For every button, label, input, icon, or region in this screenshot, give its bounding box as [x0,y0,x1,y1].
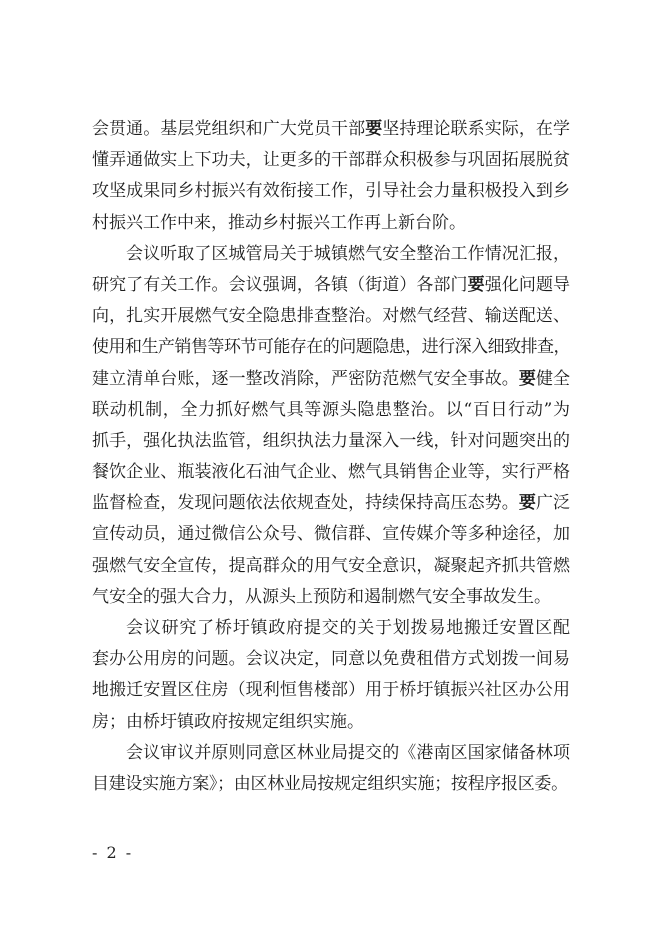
text-segment: 广泛 [535,493,571,514]
text-line: 会议研究了桥圩镇政府提交的关于划拨易地搬迁安置区配 [126,618,570,638]
paragraph-4 [92,738,570,800]
text-line: 房；由桥圩镇政府按规定组织实施。 [92,711,364,732]
text-line: 套办公用房的问题。会议决定，同意以免费租借方式划拨一间易 [92,649,570,670]
text-segment: 研究了有关工作。会议强调，各镇（街道）各部门 [92,274,468,295]
emphasis-text: 要 [467,274,485,295]
text-line [92,114,570,145]
text-line: 气安全的强大合力，从源头上预防和遏制燃气安全事故发生。 [92,586,551,607]
text-line: 联动机制，全力抓好燃气具等源头隐患整治。以“百日行动”为 [92,399,570,420]
text-line: 抓手，强化执法监管，组织执法力量深入一线，针对问题突出的 [92,430,570,451]
emphasis-text: 要 [518,493,536,514]
text-segment: 强化问题导 [484,274,571,295]
document-body [92,114,570,800]
text-line: 攻坚成果同乡村振兴有效衔接工作，引导社会力量积极投入到乡 [92,181,570,202]
text-line: 向，扎实开展燃气安全隐患排查整治。对燃气经营、输送配送、 [92,306,570,327]
paragraph-3 [92,613,570,738]
text-line: 餐饮企业、瓶装液化石油气企业、燃气具销售企业等，实行严格 [92,462,570,483]
text-line [92,364,570,395]
text-segment: 健全 [535,368,571,389]
paragraph-1 [92,114,570,239]
text-line: 强燃气安全宣传，提高群众的用气安全意识，凝聚起齐抓共管燃 [92,555,570,576]
text-line: 会议听取了区城管局关于城镇燃气安全整治工作情况汇报， [126,243,570,264]
text-line: 目建设实施方案》；由区林业局按规定组织实施；按程序报区委。 [92,773,568,794]
text-segment: 监督检查，发现问题依法依规查处，持续保持高压态势。 [92,493,519,514]
emphasis-text: 要 [365,119,383,139]
text-line [92,488,570,519]
paragraph-2 [92,239,570,613]
text-line: 宣传动员，通过微信公众号、微信群、宣传媒介等多种途径，加 [92,524,570,545]
text-line: 会议审议并原则同意区林业局提交的《港南区国家储备林项 [126,742,570,763]
text-line: 使用和生产销售等环节可能存在的问题隐患，进行深入细致排查， [92,337,570,358]
text-line [92,270,570,301]
emphasis-text: 要 [518,368,536,389]
text-segment: 会贯通。基层党组织和广大党员干部 [92,119,366,139]
text-line: 村振兴工作中来，推动乡村振兴工作再上新台阶。 [92,212,466,233]
text-segment: 建立清单台账，逐一整改消除，严密防范燃气安全事故。 [92,368,519,389]
text-line: 地搬迁安置区住房（现利恒售楼部）用于桥圩镇振兴社区办公用 [92,680,570,701]
text-line: 懂弄通做实上下功夫，让更多的干部群众积极参与巩固拓展脱贫 [92,150,570,171]
text-segment: 坚持理论联系实际，在学 [382,119,571,139]
page-number: - 2 - [92,843,134,862]
